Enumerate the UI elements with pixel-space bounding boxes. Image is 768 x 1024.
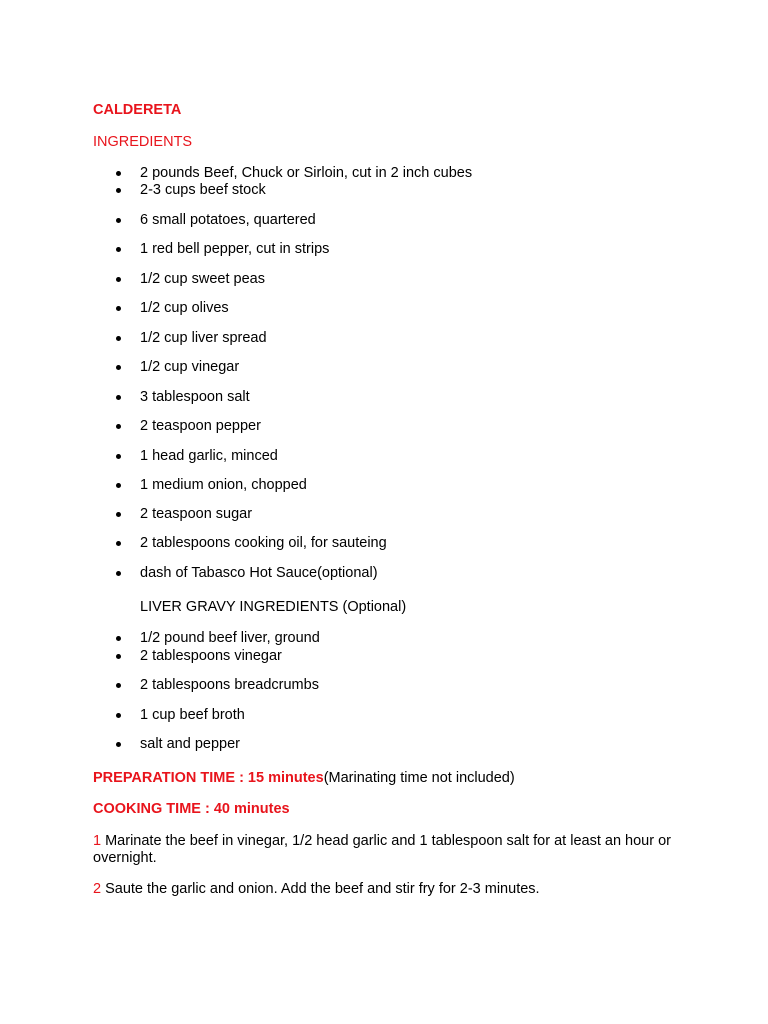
ingredient-item: 2 tablespoons cooking oil, for sauteing bbox=[140, 535, 387, 552]
ingredient-item: 1 medium onion, chopped bbox=[140, 477, 307, 494]
step-2 bbox=[93, 881, 673, 898]
step-text: Saute the garlic and onion. Add the beef and stir fry for 2-3 minutes. bbox=[101, 881, 540, 897]
bullet-icon bbox=[116, 654, 121, 659]
bullet-icon bbox=[116, 683, 121, 688]
cooking-time: COOKING TIME : 40 minutes bbox=[93, 801, 290, 817]
bullet-icon bbox=[116, 395, 121, 400]
step-number: 2 bbox=[93, 881, 102, 897]
liver-gravy-item: salt and pepper bbox=[140, 736, 240, 753]
bullet-icon bbox=[116, 247, 121, 252]
bullet-icon bbox=[116, 306, 121, 311]
ingredient-item: 6 small potatoes, quartered bbox=[140, 212, 316, 229]
liver-gravy-item: 1 cup beef broth bbox=[140, 707, 245, 724]
ingredient-item: dash of Tabasco Hot Sauce(optional) bbox=[140, 565, 378, 582]
liver-gravy-item: 2 tablespoons breadcrumbs bbox=[140, 677, 319, 694]
preparation-time-note: (Marinating time not included) bbox=[323, 770, 515, 786]
ingredient-item: 1 red bell pepper, cut in strips bbox=[140, 241, 329, 258]
bullet-icon bbox=[116, 336, 121, 341]
bullet-icon bbox=[116, 277, 121, 282]
ingredient-item: 1/2 cup vinegar bbox=[140, 359, 239, 376]
bullet-icon bbox=[116, 218, 121, 223]
ingredient-item: 1/2 cup olives bbox=[140, 300, 229, 317]
step-text: Marinate the beef in vinegar, 1/2 head garlic and 1 tablespoon salt for at least an hour or overnight. bbox=[93, 833, 671, 866]
ingredient-item: 1/2 cup liver spread bbox=[140, 330, 267, 347]
step-number: 1 bbox=[93, 833, 102, 849]
bullet-icon bbox=[116, 713, 121, 718]
ingredient-item: 2-3 cups beef stock bbox=[140, 182, 266, 199]
bullet-icon bbox=[116, 483, 121, 488]
ingredient-item: 2 pounds Beef, Chuck or Sirloin, cut in 2 inch cubes bbox=[140, 165, 472, 182]
ingredient-item: 3 tablespoon salt bbox=[140, 389, 250, 406]
recipe-title: CALDERETA bbox=[93, 102, 182, 118]
bullet-icon bbox=[116, 424, 121, 429]
bullet-icon bbox=[116, 171, 121, 176]
bullet-icon bbox=[116, 365, 121, 370]
ingredient-item: 1 head garlic, minced bbox=[140, 448, 278, 465]
ingredient-item: 2 teaspoon sugar bbox=[140, 506, 252, 523]
ingredients-heading: INGREDIENTS bbox=[93, 134, 193, 150]
preparation-time bbox=[93, 770, 515, 787]
bullet-icon bbox=[116, 742, 121, 747]
ingredient-item: 1/2 cup sweet peas bbox=[140, 271, 265, 288]
bullet-icon bbox=[116, 454, 121, 459]
bullet-icon bbox=[116, 188, 121, 193]
ingredient-item: 2 teaspoon pepper bbox=[140, 418, 261, 435]
bullet-icon bbox=[116, 636, 121, 641]
bullet-icon bbox=[116, 571, 121, 576]
bullet-icon bbox=[116, 541, 121, 546]
preparation-time-label: PREPARATION TIME : 15 minutes bbox=[93, 770, 324, 786]
bullet-icon bbox=[116, 512, 121, 517]
liver-gravy-item: 2 tablespoons vinegar bbox=[140, 648, 282, 665]
step-1 bbox=[93, 833, 673, 867]
liver-gravy-heading: LIVER GRAVY INGREDIENTS (Optional) bbox=[140, 599, 407, 615]
liver-gravy-item: 1/2 pound beef liver, ground bbox=[140, 630, 320, 647]
